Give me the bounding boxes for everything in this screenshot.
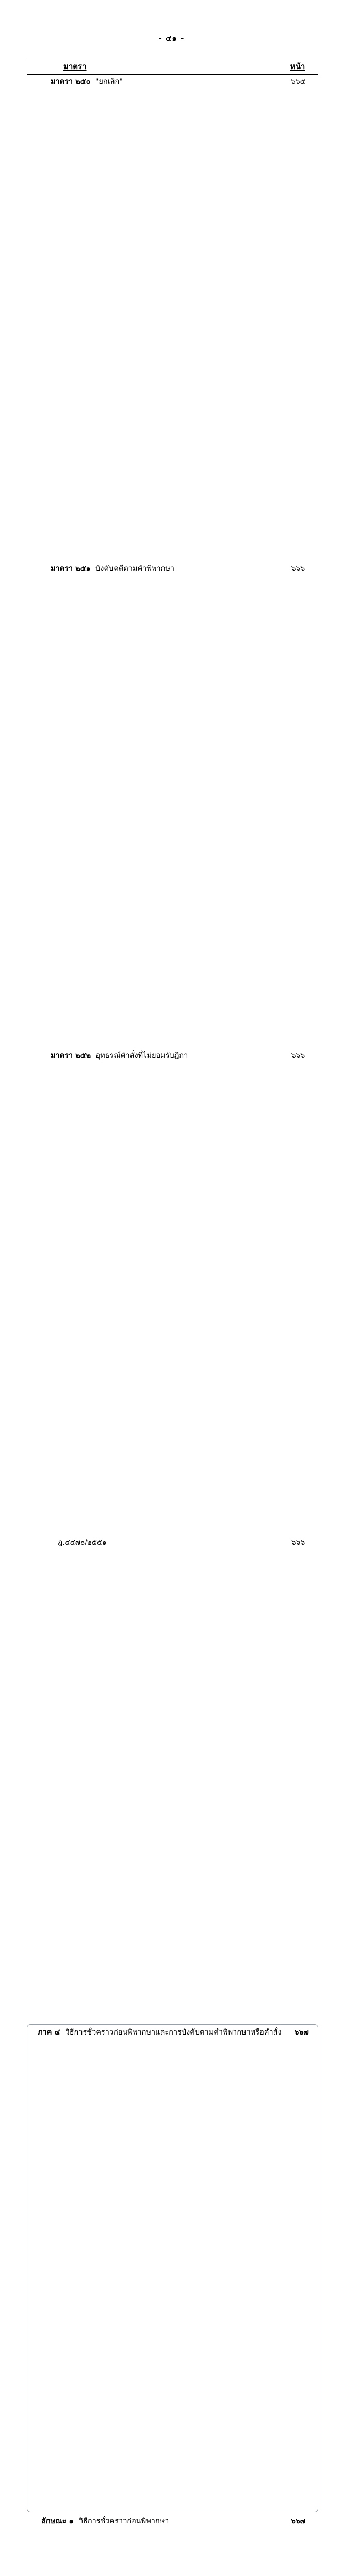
entry-number: ภาค ๔ bbox=[38, 2028, 60, 2037]
toc-row bbox=[27, 75, 318, 562]
table-of-contents bbox=[27, 58, 318, 2576]
toc-row-list bbox=[27, 75, 318, 2576]
toc-row-label bbox=[51, 562, 278, 577]
entry-page-number: ๖๖๕ bbox=[290, 78, 306, 86]
entry-title: "ยกเลิก" bbox=[95, 78, 123, 86]
entry-page-number: ๖๖๗ bbox=[290, 2517, 306, 2526]
toc-row-label bbox=[58, 1535, 278, 1550]
entry-number: มาตรา ๒๕๐ bbox=[51, 78, 91, 86]
entry-title: อุทธรณ์คำสั่งที่ไม่ยอมรับฎีกา bbox=[95, 1052, 188, 1060]
citation-group bbox=[58, 1535, 278, 1550]
citation-reference: ฎ.๔๔๗๐/๒๕๕๑ bbox=[58, 1538, 107, 1547]
toc-row bbox=[27, 2514, 318, 2576]
entry-page-number: ๖๖๖ bbox=[291, 1538, 305, 1547]
page-column-header-cell bbox=[277, 60, 318, 73]
toc-header-box bbox=[27, 58, 318, 75]
entry-number: ลักษณะ ๑ bbox=[41, 2517, 74, 2526]
entry-title: บังคับคดีตามคำพิพากษา bbox=[95, 565, 175, 573]
entry-title: วิธีการชั่วคราวก่อนพิพากษาและการบังคับตามคำพิพากษาหรือคำสั่ง bbox=[65, 2028, 282, 2037]
toc-row bbox=[27, 1048, 318, 1535]
toc-row bbox=[27, 2024, 318, 2512]
section-column-header-cell bbox=[27, 60, 277, 73]
document-page bbox=[0, 32, 343, 2526]
entry-title: วิธีการชั่วคราวก่อนพิพากษา bbox=[78, 2517, 169, 2526]
toc-row bbox=[27, 562, 318, 1048]
entry-number: มาตรา ๒๕๒ bbox=[51, 1052, 91, 1060]
entry-number: มาตรา ๒๕๑ bbox=[51, 565, 91, 573]
entry-page-number: ๖๖๖ bbox=[291, 565, 305, 573]
toc-row-label bbox=[51, 1048, 278, 1063]
page-column-header-label: หน้า bbox=[290, 61, 305, 71]
section-column-header-label: มาตรา bbox=[63, 61, 87, 71]
toc-row-label bbox=[32, 2025, 282, 2040]
entry-page-number: ๖๖๗ bbox=[294, 2028, 309, 2037]
page-folio: - ๔๑ - bbox=[158, 33, 185, 43]
toc-row-label bbox=[41, 2514, 278, 2529]
toc-row bbox=[27, 1535, 318, 2022]
toc-row-label bbox=[51, 75, 278, 90]
entry-page-number: ๖๖๖ bbox=[291, 1052, 305, 1060]
